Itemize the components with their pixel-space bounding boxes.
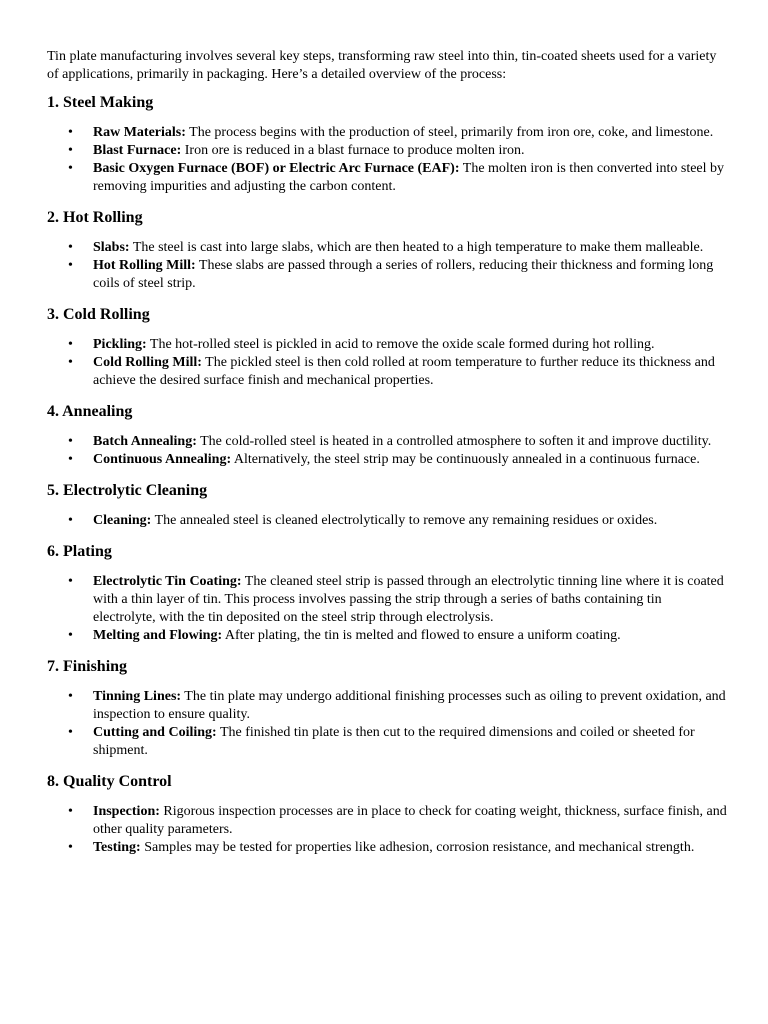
bullet-text: These slabs are passed through a series of rollers, reducing their thickness and forming long coils of steel strip. (93, 258, 714, 291)
list-item (47, 336, 727, 354)
section (47, 481, 727, 530)
section (47, 542, 727, 645)
bullet-icon: • (68, 840, 73, 855)
document-page (47, 48, 727, 869)
bullet-icon: • (68, 355, 73, 370)
bullet-icon: • (68, 143, 73, 158)
bullet-icon: • (68, 574, 73, 589)
bullet-icon: • (68, 804, 73, 819)
bullet-term: Cutting and Coiling: (93, 725, 217, 740)
bullet-text: The cold-rolled steel is heated in a controlled atmosphere to soften it and improve ductility. (196, 434, 712, 449)
section-heading: 7. Finishing (47, 658, 128, 675)
list-item (47, 724, 727, 760)
section (47, 657, 727, 760)
bullet-icon: • (68, 725, 73, 740)
bullet-text: The annealed steel is cleaned electrolytically to remove any remaining residues or oxides. (151, 513, 658, 528)
bullet-term: Testing: (93, 840, 141, 855)
bullet-list (47, 803, 727, 857)
section-heading: 3. Cold Rolling (47, 306, 150, 323)
sections-container (47, 93, 727, 857)
bullet-list (47, 433, 727, 469)
bullet-icon: • (68, 434, 73, 449)
bullet-text: Rigorous inspection processes are in place to check for coating weight, thickness, surface finish, and other quality parameters. (93, 804, 727, 837)
intro-paragraph: Tin plate manufacturing involves several key steps, transforming raw steel into thin, tin-coated sheets used for a variety of applications, primarily in packaging. Here’s a detailed overview of the process: (47, 49, 717, 82)
bullet-term: Continuous Annealing: (93, 452, 232, 467)
section (47, 305, 727, 390)
list-item (47, 688, 727, 724)
list-item (47, 433, 727, 451)
list-item (47, 803, 727, 839)
bullet-term: Batch Annealing: (93, 434, 197, 449)
list-item (47, 354, 727, 390)
bullet-list (47, 239, 727, 293)
bullet-icon: • (68, 628, 73, 643)
bullet-list (47, 336, 727, 390)
bullet-list (47, 512, 727, 530)
bullet-term: Raw Materials: (93, 125, 186, 140)
bullet-list (47, 124, 727, 196)
section-heading: 2. Hot Rolling (47, 209, 143, 226)
bullet-icon: • (68, 161, 73, 176)
section-heading: 1. Steel Making (47, 94, 154, 111)
bullet-term: Melting and Flowing: (93, 628, 223, 643)
list-item (47, 451, 727, 469)
bullet-list (47, 688, 727, 760)
bullet-icon: • (68, 452, 73, 467)
bullet-term: Hot Rolling Mill: (93, 258, 196, 273)
bullet-text: The molten iron is then converted into steel by removing impurities and adjusting the carbon content. (93, 161, 725, 194)
bullet-term: Blast Furnace: (93, 143, 182, 158)
bullet-text: The finished tin plate is then cut to the required dimensions and coiled or sheeted for shipment. (93, 725, 695, 758)
list-item (47, 573, 727, 627)
list-item (47, 257, 727, 293)
bullet-text: The process begins with the production of steel, primarily from iron ore, coke, and limestone. (185, 125, 714, 140)
section (47, 402, 727, 469)
bullet-term: Cleaning: (93, 513, 152, 528)
bullet-icon: • (68, 125, 73, 140)
bullet-term: Electrolytic Tin Coating: (93, 574, 242, 589)
bullet-icon: • (68, 689, 73, 704)
bullet-term: Basic Oxygen Furnace (BOF) or Electric Arc Furnace (EAF): (93, 161, 460, 176)
list-item (47, 142, 727, 160)
bullet-term: Pickling: (93, 337, 147, 352)
list-item (47, 124, 727, 142)
list-item (47, 839, 727, 857)
bullet-text: The cleaned steel strip is passed through an electrolytic tinning line where it is coated with a thin layer of tin. This process involves passing the strip through a series of baths containing tin electrolyte, with the tin deposited on the steel strip through electrolysis. (93, 574, 724, 625)
bullet-term: Tinning Lines: (93, 689, 182, 704)
section-heading: 5. Electrolytic Cleaning (47, 482, 208, 499)
bullet-icon: • (68, 337, 73, 352)
bullet-text: After plating, the tin is melted and flowed to ensure a uniform coating. (222, 628, 621, 643)
bullet-icon: • (68, 513, 73, 528)
bullet-icon: • (68, 258, 73, 273)
bullet-list (47, 573, 727, 645)
section-heading: 8. Quality Control (47, 773, 172, 790)
list-item (47, 160, 727, 196)
bullet-text: Samples may be tested for properties like adhesion, corrosion resistance, and mechanical strength. (140, 840, 695, 855)
section (47, 93, 727, 196)
list-item (47, 627, 727, 645)
section-heading: 6. Plating (47, 543, 112, 560)
bullet-term: Cold Rolling Mill: (93, 355, 202, 370)
section-heading: 4. Annealing (47, 403, 133, 420)
section (47, 208, 727, 293)
list-item (47, 239, 727, 257)
bullet-text: The pickled steel is then cold rolled at room temperature to further reduce its thickness and achieve the desired surface finish and mechanical properties. (93, 355, 715, 388)
bullet-text: Iron ore is reduced in a blast furnace to produce molten iron. (181, 143, 525, 158)
bullet-term: Inspection: (93, 804, 160, 819)
bullet-text: The tin plate may undergo additional finishing processes such as oiling to prevent oxidation, and inspection to ensure quality. (93, 689, 726, 722)
bullet-text: Alternatively, the steel strip may be continuously annealed in a continuous furnace. (231, 452, 700, 467)
bullet-term: Slabs: (93, 240, 130, 255)
bullet-text: The hot-rolled steel is pickled in acid to remove the oxide scale formed during hot rolling. (146, 337, 655, 352)
bullet-icon: • (68, 240, 73, 255)
section (47, 772, 727, 857)
list-item (47, 512, 727, 530)
bullet-text: The steel is cast into large slabs, which are then heated to a high temperature to make them malleable. (129, 240, 704, 255)
